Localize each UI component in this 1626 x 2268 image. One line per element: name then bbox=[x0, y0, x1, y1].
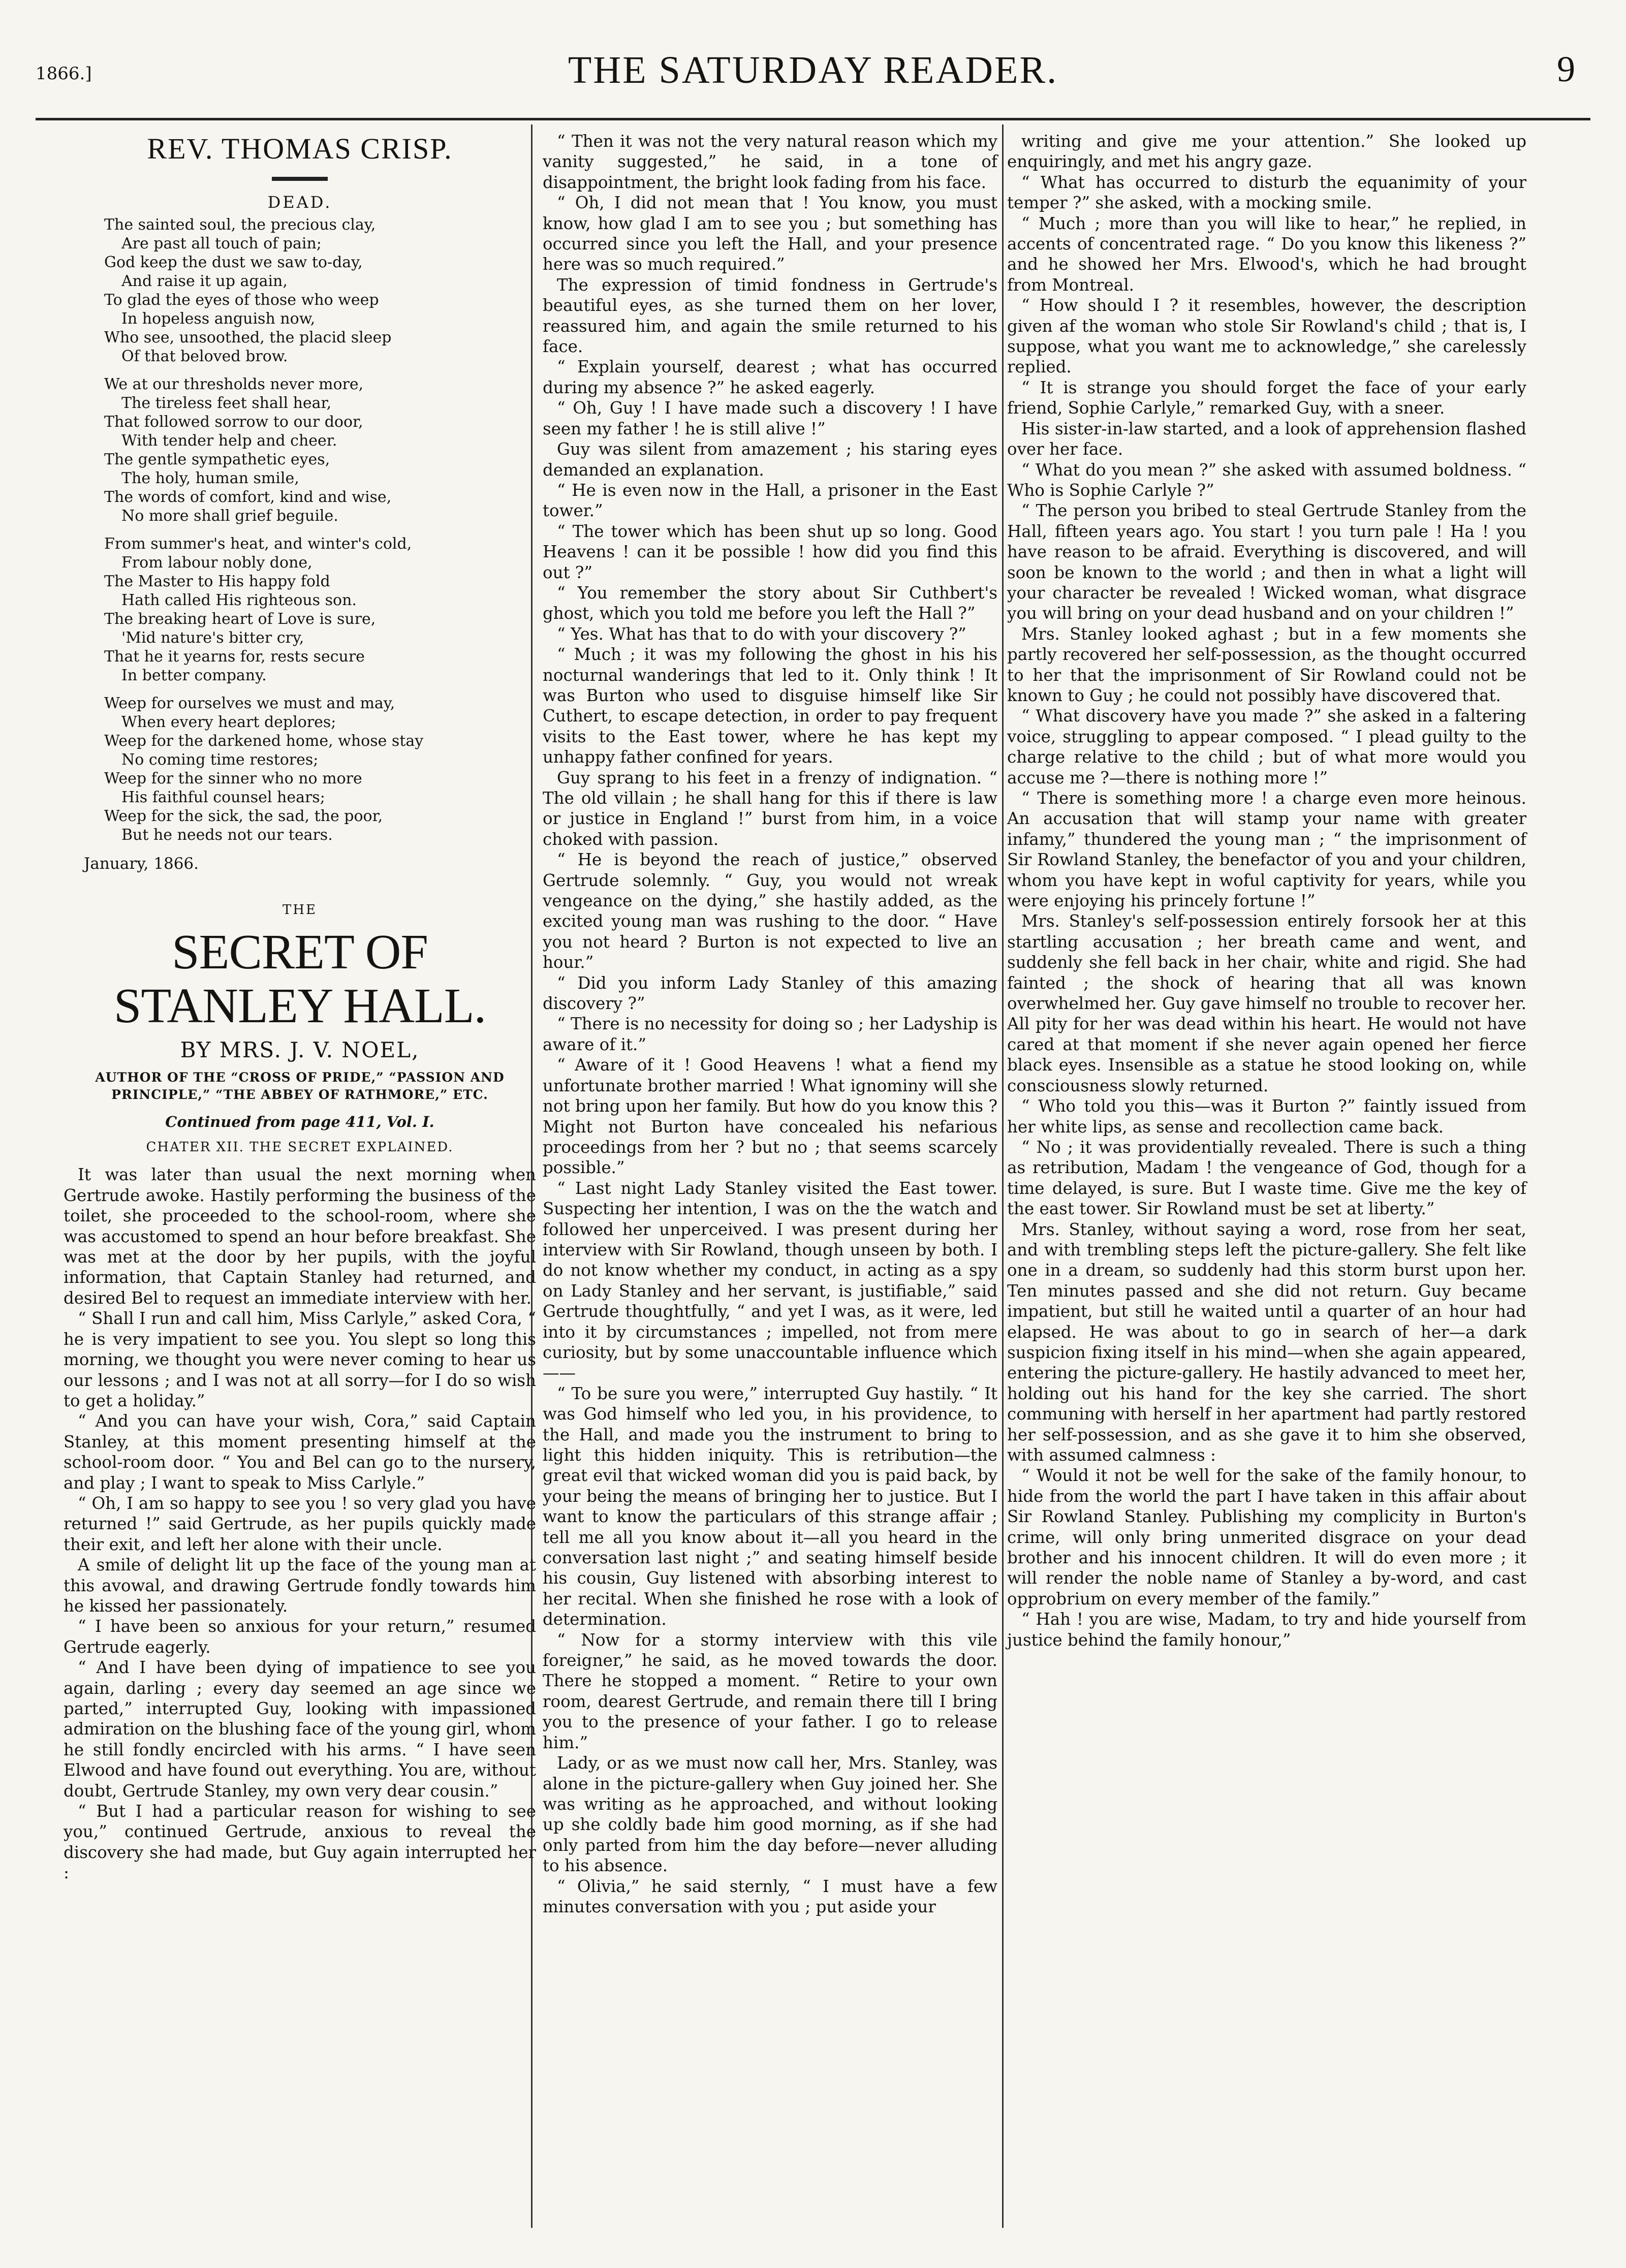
paragraph: It was later than usual the next morning when Gertrude awoke. Hastily performing the business of the toilet, she proceeded to the school-room, where she was accustomed to spend an hour before breakfast. She was met at the door by her pupils, with the joyful information, that Captain Stanley had returned, and desired Bel to request an immediate interview with her. bbox=[64, 1165, 536, 1308]
poem-line: Weep for the darkened home, whose stay bbox=[104, 732, 424, 750]
paragraph: “ What discovery have you made ?” she asked in a faltering voice, struggling to appear composed. “ I plead guilty to the charge relative to the child ; but of what more would you accuse me ?—there is nothing more !” bbox=[1007, 706, 1526, 788]
story-continued: Continued from page 411, Vol. I. bbox=[165, 1113, 434, 1130]
poem-line: 'Mid nature's bitter cry, bbox=[121, 629, 304, 647]
poem-line: God keep the dust we saw to-day, bbox=[104, 254, 363, 272]
poem-line: Weep for the sinner who no more bbox=[104, 770, 362, 788]
paragraph: The expression of timid fondness in Gertrude's beautiful eyes, as she turned them on her lover, reassured him, and again the smile returned to his face. bbox=[543, 275, 997, 357]
page-number: 9 bbox=[1557, 49, 1575, 89]
poem-line: No more shall grief beguile. bbox=[121, 507, 338, 525]
poem-line: The words of comfort, kind and wise, bbox=[104, 488, 392, 507]
paragraph: “ Hah ! you are wise, Madam, to try and hide yourself from justice behind the family honour,” bbox=[1007, 1610, 1526, 1650]
paragraph: “ Much ; it was my following the ghost in his his nocturnal wanderings that led to it. Only think ! It was Burton who used to disguise himself like Sir Cuthert, to escape detection, in order to pay frequent visits to the East tower, where he has kept my unhappy father confined for years. bbox=[543, 645, 997, 767]
paragraph: Lady, or as we must now call her, Mrs. Stanley, was alone in the picture-gallery when Guy joined her. She was writing as he approached, and without looking up she coldly bade him good morning, as if she had only parted from him the day before—never alluding to his absence. bbox=[543, 1753, 997, 1876]
paragraph: “ You remember the story about Sir Cuthbert's ghost, which you told me before you left the Hall ?” bbox=[543, 583, 997, 623]
poem-line: Weep for the sick, the sad, the poor, bbox=[104, 807, 383, 826]
paragraph: “ Would it not be well for the sake of the family honour, to hide from the world the part I have taken in this affair about Sir Rowland Stanley. Publishing my complicity in Burton's crime, will only bring unmerited disgrace on your dead brother and his innocent children. It will do even more ; it will render the noble name of Stanley a by-word, and cast opprobrium on every member of the family.” bbox=[1007, 1466, 1526, 1609]
poem-line: The breaking heart of Love is sure, bbox=[104, 610, 376, 628]
paragraph: His sister-in-law started, and a look of apprehension flashed over her face. bbox=[1007, 419, 1526, 459]
poem-line: Are past all touch of pain; bbox=[121, 235, 322, 253]
issue-date: 1866.] bbox=[36, 64, 92, 84]
poem-line: Weep for ourselves we must and may, bbox=[104, 695, 395, 713]
poem-line: That he it yearns for, rests secure bbox=[104, 648, 365, 666]
header-rule bbox=[36, 118, 1590, 120]
paragraph: “ The tower which has been shut up so long. Good Heavens ! can it be possible ! how did you find this out ?” bbox=[543, 521, 997, 582]
story-author: BY MRS. J. V. NOEL, bbox=[180, 1037, 420, 1063]
paragraph: writing and give me your attention.” She looked up enquiringly, and met his angry gaze. bbox=[1007, 132, 1526, 172]
paragraph: “ Oh, I did not mean that ! You know, you must know, how glad I am to see you ; but something has occurred since you left the Hall, and your presence here was so much required.” bbox=[543, 193, 997, 274]
paragraph: Mrs. Stanley's self-possession entirely forsook her at this startling accusation ; her breath came and went, and suddenly she fell back in her chair, white and rigid. She had fainted ; the shock of hearing that all was known overwhelmed her. Guy gave himself no trouble to recover her. All pity for her was dead within his heart. He would not have cared at that moment if she never again opened her fierce black eyes. Insensible as a statue he stood looking on, while consciousness slowly returned. bbox=[1007, 911, 1526, 1095]
paragraph: “ Then it was not the very natural reason which my vanity suggested,” he said, in a tone of disappointment, the bright look fading from his face. bbox=[543, 132, 997, 192]
poem-line: In better company. bbox=[121, 667, 267, 685]
poem-stanza bbox=[104, 215, 536, 366]
paragraph: “ Last night Lady Stanley visited the East tower. Suspecting her intention, I was on the the watch and followed her unperceived. I was present during her interview with Sir Rowland, though unseen by both. I do not know whether my conduct, in acting as a spy on Lady Stanley and her servant, is justifiable,” said Gertrude thoughtfully, “ and yet I was, as it were, led into it by circumstances ; impelled, not from mere curiosity, but by some unaccountable influence which—— bbox=[543, 1178, 997, 1383]
paragraph: “ He is beyond the reach of justice,” observed Gertrude solemnly. “ Guy, you would not wreak vengeance on the dying,” she hastily added, as the excited young man was rushing to the door. “ Have you not heard ? Burton is not expected to live an hour.” bbox=[543, 850, 997, 972]
poem-line: But he needs not our tears. bbox=[121, 826, 333, 844]
poem-stanza bbox=[104, 375, 536, 525]
paragraph: “ To be sure you were,” interrupted Guy hastily. “ It was God himself who led you, in his providence, to the Hall, and made you the instrument to bring to light this hidden iniquity. This is retribution—the great evil that wicked woman did you is paid back, by your being the means of bringing her to justice. But I want to know the particulars of this strange affair ; tell me all you know about it—all you heard in the conversation last night ;” and seating himself beside his cousin, Guy listened with absorbing interest to her recital. When she finished he rose with a look of determination. bbox=[543, 1383, 997, 1629]
paragraph: “ Who told you this—was it Burton ?” faintly issued from her white lips, as sense and recollection came back. bbox=[1007, 1096, 1526, 1137]
poem-stanza bbox=[104, 694, 536, 844]
paragraph: “ Much ; more than you will like to hear,” he replied, in accents of concentrated rage. “ Do you know this likeness ?” and he showed her Mrs. Elwood's, which he had brought from Montreal. bbox=[1007, 213, 1526, 295]
paragraph: “ No ; it was providentially revealed. There is such a thing as retribution, Madam ! the vengeance of God, though for a time delayed, is sure. But I waste time. Give me the key of the east tower. Sir Rowland must be set at liberty.” bbox=[1007, 1137, 1526, 1219]
poem bbox=[104, 215, 536, 844]
paragraph: “ How should I ? it resembles, however, the description given af the woman who stole Sir Rowland's child ; that is, I suppose, what you want me to acknowledge,” she carelessly replied. bbox=[1007, 296, 1526, 377]
poem-line: From labour nobly done, bbox=[121, 554, 312, 572]
poem-line: His faithful counsel hears; bbox=[121, 789, 325, 807]
poem-line: The tireless feet shall hear, bbox=[121, 394, 332, 413]
poem-title: DEAD. bbox=[267, 193, 332, 212]
paragraph: “ He is even now in the Hall, a prisoner in the East tower.” bbox=[543, 480, 997, 521]
paragraph: “ Yes. What has that to do with your discovery ?” bbox=[557, 624, 966, 644]
poem-line: That followed sorrow to our door, bbox=[104, 413, 363, 431]
poem-stanza bbox=[104, 534, 536, 685]
paragraph: “ The person you bribed to steal Gertrude Stanley from the Hall, fifteen years ago. You start ! you turn pale ! Ha ! you have reason to be afraid. Everything is discovered, and will soon be known to the world ; and then in what a light will your character be revealed ! Wicked woman, what disgrace you will bring on your dead husband and on your children !” bbox=[1007, 501, 1526, 623]
poem-line: The holy, human smile, bbox=[121, 469, 299, 488]
paragraph: “ Now for a stormy interview with this vile foreigner,” he said, as he moved towards the door. There he stopped a moment. “ Retire to your own room, dearest Gertrude, and remain there till I bring you to the presence of your father. I go to release him.” bbox=[543, 1630, 997, 1752]
poem-line: When every heart deplores; bbox=[121, 713, 336, 732]
paragraph: “ There is something more ! a charge even more heinous. An accusation that will stamp your name with greater infamy,” thundered the young man ; “ the imprisonment of Sir Rowland Stanley, the benefactor of you and your children, whom you have kept in woful captivity for years, while you were enjoying his princely fortune !” bbox=[1007, 789, 1526, 911]
paragraph: Guy was silent from amazement ; his staring eyes demanded an explanation. bbox=[543, 439, 997, 480]
poem-line: We at our thresholds never more, bbox=[104, 375, 364, 394]
column-3 bbox=[1007, 131, 1526, 1650]
paragraph: A smile of delight lit up the face of the young man at this avowal, and drawing Gertrude fondly towards him he kissed her passionately. bbox=[64, 1555, 536, 1616]
paragraph: “ What do you mean ?” she asked with assumed boldness. “ Who is Sophie Carlyle ?” bbox=[1007, 460, 1526, 500]
paragraph: “ Shall I run and call him, Miss Carlyle,” asked Cora, “ he is very impatient to see you. You slept so long this morning, we thought you were never coming to hear us our lessons ; and I was not at all sorry—for I do so wish to get a holiday.” bbox=[64, 1309, 536, 1410]
poem-line: Who see, unsoothed, the placid sleep bbox=[104, 329, 392, 347]
poem-line: With tender help and cheer. bbox=[121, 432, 337, 450]
paragraph: “ And you can have your wish, Cora,” said Captain Stanley, at this moment presenting himself at the school-room door. “ You and Bel can go to the nursery, and play ; I want to speak to Miss Carlyle.” bbox=[64, 1411, 536, 1493]
paragraph: “ It is strange you should forget the face of your early friend, Sophie Carlyle,” remarked Guy, with a sneer. bbox=[1007, 377, 1526, 418]
story-credit: AUTHOR OF THE “CROSS OF PRIDE,” “PASSION AND PRINCIPLE,” “THE ABBEY OF RATHMORE,” ETC. bbox=[95, 1069, 505, 1102]
column-1-body bbox=[64, 1164, 536, 1883]
poem-line: The Master to His happy fold bbox=[104, 573, 330, 591]
paragraph: “ Aware of it ! Good Heavens ! what a fiend my unfortunate brother married ! What ignominy will she not bring upon her family. But how do you know this ? Might not Burton have concealed his nefarious proceedings from her ? but no ; that seems scarcely possible.” bbox=[543, 1055, 997, 1178]
column-2 bbox=[543, 131, 997, 1917]
poem-line: Hath called His righteous son. bbox=[121, 591, 357, 610]
poem-line: The sainted soul, the precious clay, bbox=[104, 216, 376, 234]
publication-title: THE SATURDAY READER. bbox=[568, 49, 1058, 91]
poem-line: In hopeless anguish now, bbox=[121, 310, 316, 328]
title-rule bbox=[272, 177, 328, 181]
paragraph: Mrs. Stanley, without saying a word, rose from her seat, and with trembling steps left the picture-gallery. She felt like one in a dream, so suddenly had this storm burst upon her. Ten minutes passed and she did not return. Guy became impatient, but still he waited until a quarter of an hour had elapsed. He was about to go in search of her—a dark suspicion fixing itself in his mind—when she again appeared, entering the picture-gallery. He hastily advanced to meet her, holding out his hand for the key she carried. The short communing with herself in her apartment had partly restored her self-possession, and as she gave it to him she observed, with assumed calmness : bbox=[1007, 1219, 1526, 1465]
poem-line: And raise it up again, bbox=[121, 272, 288, 291]
paragraph: Mrs. Stanley looked aghast ; but in a few moments she partly recovered her self-possession, as the thought occurred to her that the imprisonment of Sir Rowland could not be known to Guy ; he could not possibly have discovered that. bbox=[1007, 624, 1526, 705]
chapter-heading: CHATER XII. THE SECRET EXPLAINED. bbox=[146, 1140, 454, 1155]
poem-line: No coming time restores; bbox=[121, 751, 319, 769]
paragraph: “ Explain yourself, dearest ; what has occurred during my absence ?” he asked eagerly. bbox=[543, 357, 997, 397]
column-1 bbox=[64, 131, 536, 1883]
paragraph: “ What has occurred to disturb the equanimity of your temper ?” she asked, with a mocking smile. bbox=[1007, 172, 1526, 213]
poem-line: From summer's heat, and winter's cold, bbox=[104, 535, 412, 553]
paragraph: “ Oh, I am so happy to see you ! so very glad you have returned !” said Gertrude, as her pupils quickly made their exit, and left her alone with their uncle. bbox=[64, 1493, 536, 1554]
masthead bbox=[36, 48, 1590, 99]
story-kicker: THE bbox=[283, 902, 317, 918]
story-title: SECRET OF STANLEY HALL. bbox=[113, 925, 486, 1034]
column-divider bbox=[1002, 124, 1004, 2228]
poem-date: January, 1866. bbox=[84, 855, 199, 873]
paragraph: “ There is no necessity for doing so ; her Ladyship is aware of it.” bbox=[543, 1014, 997, 1054]
paragraph: “ And I have been dying of impatience to see you again, darling ; every day seemed an age since we parted,” interrupted Guy, looking with impassioned admiration on the blushing face of the young girl, whom he still fondly encircled with his arms. “ I have seen Elwood and have found out everything. You are, without doubt, Gertrude Stanley, my own very dear cousin.” bbox=[64, 1658, 536, 1801]
paragraph: “ But I had a particular reason for wishing to see you,” continued Gertrude, anxious to reveal the discovery she had made, but Guy again interrupted her : bbox=[64, 1802, 536, 1883]
paragraph: “ Did you inform Lady Stanley of this amazing discovery ?” bbox=[543, 973, 997, 1014]
paragraph: “ Oh, Guy ! I have made such a discovery ! I have seen my father ! he is still alive !” bbox=[543, 398, 997, 438]
poem-line: Of that beloved brow. bbox=[121, 348, 288, 366]
paragraph: “ I have been so anxious for your return,” resumed Gertrude eagerly. bbox=[64, 1617, 536, 1657]
paragraph: Guy sprang to his feet in a frenzy of indignation. “ The old villain ; he shall hang for this if there is law or justice in England !” burst from him, in a voice choked with passion. bbox=[543, 768, 997, 849]
poem-line: To glad the eyes of those who weep bbox=[104, 291, 379, 309]
poem-line: The gentle sympathetic eyes, bbox=[104, 451, 330, 469]
article-title: REV. THOMAS CRISP. bbox=[147, 132, 453, 165]
paragraph: “ Olivia,” he said sternly, “ I must have a few minutes conversation with you ; put aside your bbox=[543, 1876, 997, 1916]
